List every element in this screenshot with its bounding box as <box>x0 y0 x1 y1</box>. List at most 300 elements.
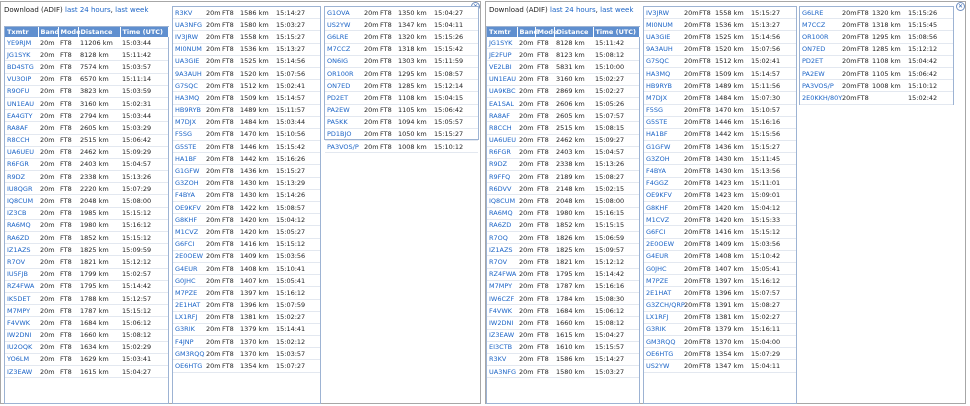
callsign-cell[interactable]: IW6CZF <box>487 292 517 304</box>
callsign-cell[interactable]: RA6ZD <box>5 232 38 244</box>
mode-cell: FT8 <box>58 219 78 231</box>
callsign-cell[interactable]: G3RIK <box>644 323 682 335</box>
callsign-cell[interactable]: IV3JRW <box>644 7 682 19</box>
distance-cell: 1295 km <box>396 67 432 79</box>
col-header-distance[interactable]: Distance <box>78 27 120 37</box>
time-cell: 15:11:56 <box>749 80 796 92</box>
mode-cell: FT8 <box>535 110 554 122</box>
time-cell: 15:03:56 <box>274 250 320 262</box>
time-cell: 15:08:27 <box>593 171 639 183</box>
callsign-cell[interactable]: R7OV <box>487 256 517 268</box>
distance-cell: 1509 km <box>238 92 274 104</box>
callsign-cell[interactable]: G6FCI <box>644 226 682 238</box>
callsign-cell[interactable]: HB9RYB <box>173 104 204 116</box>
callsign-cell[interactable]: F5SG <box>173 128 204 140</box>
callsign-cell[interactable]: IZ1AZS <box>5 244 38 256</box>
mode-cell: FT8 <box>697 153 713 165</box>
callsign-cell[interactable]: R8CCH <box>5 134 38 146</box>
callsign-cell[interactable]: M7CCZ <box>325 43 362 55</box>
mode-cell: FT8 <box>697 80 713 92</box>
callsign-cell[interactable]: HA1BF <box>644 128 682 140</box>
time-cell: 15:03:27 <box>593 366 639 378</box>
callsign-cell[interactable]: RA8AF <box>5 122 38 134</box>
time-cell: 15:09:57 <box>593 244 639 256</box>
mode-cell: FT8 <box>220 141 238 153</box>
mode-cell: FT8 <box>58 292 78 304</box>
callsign-cell[interactable]: JG1SYK <box>487 37 517 49</box>
callsign-cell[interactable]: UA3GIE <box>644 31 682 43</box>
callsign-cell[interactable]: R6FGR <box>487 146 517 158</box>
mode-cell: FT8 <box>535 134 554 146</box>
callsign-cell[interactable]: G4EUR <box>644 250 682 262</box>
time-cell: 15:14:57 <box>274 92 320 104</box>
callsign-cell[interactable]: M7CCZ <box>800 19 840 31</box>
time-cell: 15:14:27 <box>274 7 320 19</box>
mode-cell: FT8 <box>58 110 78 122</box>
callsign-cell[interactable]: LX1RFJ <box>644 311 682 323</box>
mode-cell: FT8 <box>58 158 78 170</box>
mode-cell: FT8 <box>378 43 396 55</box>
callsign-cell[interactable]: YE9RJM <box>5 37 38 49</box>
distance-cell: 1821 km <box>78 256 120 268</box>
table-row <box>487 158 639 170</box>
time-cell: 15:11:57 <box>274 104 320 116</box>
mode-cell: FT8 <box>697 336 713 348</box>
time-cell: 15:14:56 <box>749 31 796 43</box>
distance-cell: 1370 km <box>238 348 274 360</box>
callsign-cell[interactable]: PA2EW <box>325 104 362 116</box>
band-cell: 20m <box>517 256 535 268</box>
callsign-cell[interactable]: 2E0OEW <box>173 250 204 262</box>
callsign-cell[interactable]: G3ZCH/QRP <box>644 299 682 311</box>
mode-cell: FT8 <box>535 37 554 49</box>
callsign-cell[interactable]: RA8AF <box>487 110 517 122</box>
mode-cell: FT8 <box>697 92 713 104</box>
distance-cell: 2403 km <box>554 146 593 158</box>
table-row <box>5 207 168 219</box>
callsign-cell[interactable]: G4EUR <box>173 262 204 274</box>
distance-cell: 1108 km <box>396 92 432 104</box>
col-header-time[interactable]: Time (UTC) <box>120 27 168 37</box>
table-row <box>644 19 796 31</box>
mode-cell: FT8 <box>697 116 713 128</box>
callsign-cell[interactable]: IW2DNI <box>487 317 517 329</box>
mode-cell: FT8 <box>220 19 238 31</box>
mode-cell: FT8 <box>58 366 78 378</box>
table-row <box>325 116 478 128</box>
callsign-cell[interactable]: G8KHF <box>644 202 682 214</box>
callsign-cell[interactable]: UA9KBC <box>487 85 517 97</box>
col-header-band[interactable]: Band <box>517 27 535 37</box>
callsign-cell[interactable]: IZ1AZS <box>487 244 517 256</box>
callsign-cell[interactable]: G6LRE <box>800 7 840 19</box>
table-row <box>325 80 478 92</box>
callsign-cell[interactable]: RA6MQ <box>487 207 517 219</box>
callsign-cell[interactable]: 2E0KKH/80Y <box>800 92 840 104</box>
callsign-cell[interactable]: 9A3AUH <box>644 43 682 55</box>
callsign-cell[interactable]: R9FFQ <box>487 171 517 183</box>
callsign-cell[interactable]: M7DJX <box>644 92 682 104</box>
callsign-cell[interactable]: UN1EAU <box>5 97 38 109</box>
callsign-cell[interactable]: JG1SYK <box>5 49 38 61</box>
callsign-cell[interactable]: PA3VOS/P <box>325 141 362 153</box>
band-cell: 20m <box>204 55 220 67</box>
distance-cell: 1826 km <box>554 232 593 244</box>
band-cell: 20m <box>204 128 220 140</box>
mode-cell: FT8 <box>535 329 554 341</box>
callsign-cell[interactable]: YO6LM <box>5 353 38 365</box>
distance-cell: 8128 km <box>554 37 593 49</box>
callsign-cell[interactable]: ON7ED <box>325 80 362 92</box>
table-row <box>644 67 796 79</box>
callsign-cell[interactable]: G0JHC <box>173 275 204 287</box>
callsign-cell[interactable]: JE2FUP <box>487 49 517 61</box>
callsign-cell[interactable]: PD2ET <box>325 92 362 104</box>
mode-cell: FT8 <box>58 256 78 268</box>
distance-cell: 1108 km <box>870 55 906 67</box>
callsign-cell[interactable]: OE9KFV <box>173 202 204 214</box>
last-24-hours-link[interactable]: last 24 hours <box>550 6 596 14</box>
callsign-cell[interactable]: PD1BJO <box>325 128 362 140</box>
mode-cell: FT8 <box>220 189 238 201</box>
callsign-cell[interactable]: EA4GTY <box>5 110 38 122</box>
callsign-cell[interactable]: G5STE <box>173 141 204 153</box>
callsign-cell[interactable]: UA6UEU <box>487 134 517 146</box>
mode-cell: FT8 <box>535 280 554 292</box>
distance-cell: 1370 km <box>238 336 274 348</box>
callsign-cell[interactable]: F4GGZ <box>644 177 682 189</box>
callsign-cell[interactable]: R7OQ <box>487 232 517 244</box>
distance-cell: 1489 km <box>238 104 274 116</box>
callsign-cell[interactable]: R6DVV <box>487 183 517 195</box>
callsign-cell[interactable]: VU3OIP <box>5 73 38 85</box>
table-row <box>5 146 168 158</box>
time-cell: 15:08:12 <box>120 329 168 341</box>
table-row <box>173 214 320 226</box>
callsign-cell[interactable]: F5SG <box>644 104 682 116</box>
mode-cell: FT8 <box>697 287 713 299</box>
band-cell: 20m <box>362 116 378 128</box>
callsign-cell[interactable]: UA3NFG <box>487 366 517 378</box>
distance-cell: 1094 km <box>396 116 432 128</box>
callsign-cell[interactable]: OE6HTG <box>173 360 204 372</box>
close-icon[interactable]: ✕ <box>957 3 964 10</box>
distance-cell: 1420 km <box>238 226 274 238</box>
callsign-cell[interactable]: M7DJX <box>173 116 204 128</box>
callsign-cell[interactable]: IQ8CUM <box>5 195 38 207</box>
callsign-cell[interactable]: HA1BF <box>173 153 204 165</box>
callsign-cell[interactable]: MI0NUM <box>644 19 682 31</box>
mode-cell: FT8 <box>378 128 396 140</box>
callsign-cell[interactable]: 9A3AUH <box>173 67 204 79</box>
callsign-cell[interactable]: G6LRE <box>325 31 362 43</box>
callsign-cell[interactable]: US2YW <box>644 360 682 372</box>
callsign-cell[interactable]: RA6ZD <box>487 219 517 231</box>
callsign-cell[interactable]: HB9RYB <box>644 80 682 92</box>
callsign-cell[interactable]: M1CVZ <box>644 214 682 226</box>
col-header-txmtr[interactable]: Txmtr <box>487 27 517 37</box>
time-cell: 15:15:56 <box>749 128 796 140</box>
table-row <box>644 336 796 348</box>
time-cell: 15:04:00 <box>749 336 796 348</box>
callsign-cell[interactable]: PA5KK <box>325 116 362 128</box>
callsign-cell[interactable]: ON7ED <box>800 43 840 55</box>
table-row <box>644 299 796 311</box>
callsign-cell[interactable]: US2YW <box>325 19 362 31</box>
col-header-time[interactable]: Time (UTC) <box>593 27 639 37</box>
time-cell: 15:12:12 <box>906 43 953 55</box>
band-cell: 20m <box>204 238 220 250</box>
mode-cell: FT8 <box>535 85 554 97</box>
callsign-cell[interactable]: OE6HTG <box>644 348 682 360</box>
band-cell: 20m <box>362 92 378 104</box>
band-cell: 20m <box>517 341 535 353</box>
table-row <box>800 67 953 79</box>
mode-cell: FT8 <box>220 153 238 165</box>
mode-cell: FT8 <box>220 360 238 372</box>
callsign-cell[interactable]: PA3VOS/P <box>800 80 840 92</box>
mode-cell: FT8 <box>855 7 870 19</box>
callsign-cell[interactable]: R9DZ <box>5 171 38 183</box>
callsign-cell[interactable]: 2E0OEW <box>644 238 682 250</box>
mode-cell: FT8 <box>58 171 78 183</box>
callsign-cell[interactable]: G3ZOH <box>644 153 682 165</box>
time-cell: 15:12:14 <box>432 80 478 92</box>
callsign-cell[interactable]: G7SQC <box>644 55 682 67</box>
time-cell: 15:14:57 <box>749 67 796 79</box>
callsign-cell[interactable]: G5STE <box>644 116 682 128</box>
distance-cell: 1520 km <box>238 67 274 79</box>
table-row <box>173 360 320 372</box>
callsign-cell[interactable]: G1GFW <box>644 141 682 153</box>
callsign-cell[interactable]: LX1RFJ <box>173 311 204 323</box>
time-cell: 15:07:57 <box>593 110 639 122</box>
time-cell: 15:08:00 <box>120 195 168 207</box>
time-cell: 15:07:56 <box>749 43 796 55</box>
callsign-cell[interactable]: R3KV <box>487 353 517 365</box>
time-cell: 15:11:45 <box>749 153 796 165</box>
callsign-cell[interactable]: M7PZE <box>644 275 682 287</box>
mode-cell: FT8 <box>535 97 554 109</box>
table-row <box>487 207 639 219</box>
col-header-mode[interactable]: Mode <box>535 27 554 37</box>
table-row <box>173 19 320 31</box>
callsign-cell[interactable]: UN1EAU <box>487 73 517 85</box>
callsign-cell[interactable]: GM3RQQ <box>644 336 682 348</box>
callsign-cell[interactable]: HA3MQ <box>173 92 204 104</box>
callsign-cell[interactable]: F4VWK <box>487 305 517 317</box>
callsign-cell[interactable]: IU2OQK <box>5 341 38 353</box>
callsign-cell[interactable]: MI0NUM <box>173 43 204 55</box>
mode-cell: FT8 <box>58 207 78 219</box>
callsign-cell[interactable]: G3ZOH <box>173 177 204 189</box>
band-cell: 20m <box>362 7 378 19</box>
band-cell: 20m <box>517 219 535 231</box>
spots-table <box>173 7 320 373</box>
distance-cell: 1397 km <box>713 275 749 287</box>
time-cell: 15:15:27 <box>432 128 478 140</box>
distance-cell: 2403 km <box>78 158 120 170</box>
time-cell: 15:16:16 <box>749 116 796 128</box>
callsign-cell[interactable]: IZ3EAW <box>487 329 517 341</box>
band-cell: 20m <box>840 67 855 79</box>
col-header-distance[interactable]: Distance <box>554 27 593 37</box>
table-row <box>173 116 320 128</box>
mode-cell: FT8 <box>697 165 713 177</box>
callsign-cell[interactable]: RZ4FWA <box>5 280 38 292</box>
distance-cell: 1381 km <box>238 311 274 323</box>
spots-table <box>800 7 953 105</box>
band-cell: 20m <box>204 43 220 55</box>
mode-cell: FT8 <box>58 280 78 292</box>
band-cell: 20m <box>517 195 535 207</box>
table-row <box>487 305 639 317</box>
distance-cell: 2338 km <box>78 171 120 183</box>
distance-cell: 2605 km <box>78 122 120 134</box>
distance-cell: 1105 km <box>870 67 906 79</box>
distance-cell: 2462 km <box>78 146 120 158</box>
table-row <box>487 171 639 183</box>
mode-cell: FT8 <box>697 275 713 287</box>
callsign-cell[interactable]: M7MPY <box>5 305 38 317</box>
callsign-cell[interactable]: M7PZE <box>173 287 204 299</box>
distance-cell: 1381 km <box>713 311 749 323</box>
distance-cell: 1799 km <box>78 268 120 280</box>
callsign-cell[interactable]: G6FCI <box>173 238 204 250</box>
col-header-txmtr[interactable]: Txmtr <box>5 27 38 37</box>
table-row <box>173 323 320 335</box>
table-row <box>644 116 796 128</box>
band-cell: 20m <box>38 85 58 97</box>
callsign-cell[interactable]: R8CCH <box>487 122 517 134</box>
band-cell: 20m <box>204 202 220 214</box>
band-cell: 20m <box>517 207 535 219</box>
last-24-hours-link[interactable]: last 24 hours <box>65 6 111 14</box>
callsign-cell[interactable]: G3RIK <box>173 323 204 335</box>
callsign-cell[interactable]: RZ4FWA <box>487 268 517 280</box>
band-cell: 20m <box>204 165 220 177</box>
mode-cell: FT8 <box>697 177 713 189</box>
time-cell: 15:02:29 <box>120 341 168 353</box>
table-row <box>173 165 320 177</box>
last-week-link[interactable]: last week <box>115 6 149 14</box>
callsign-cell[interactable]: HA3MQ <box>644 67 682 79</box>
table-row <box>173 128 320 140</box>
callsign-cell[interactable]: ON6IG <box>325 55 362 67</box>
distance-cell: 1430 km <box>238 189 274 201</box>
callsign-cell[interactable]: 2E1HAT <box>644 287 682 299</box>
band-cell: 20m <box>38 353 58 365</box>
callsign-cell[interactable]: R3KV <box>173 7 204 19</box>
time-cell: 15:08:15 <box>593 122 639 134</box>
callsign-cell[interactable]: RA6MQ <box>5 219 38 231</box>
band-cell: 20m <box>38 183 58 195</box>
distance-cell: 2462 km <box>554 134 593 146</box>
callsign-cell[interactable]: EI3CTB <box>487 341 517 353</box>
callsign-cell[interactable]: M7MPY <box>487 280 517 292</box>
table-row <box>173 348 320 360</box>
band-cell: 20m <box>682 92 697 104</box>
callsign-cell[interactable]: R6FGR <box>5 158 38 170</box>
callsign-cell[interactable]: G1GFW <box>173 165 204 177</box>
callsign-cell[interactable]: IU5FJB <box>5 268 38 280</box>
band-cell: 20m <box>38 122 58 134</box>
table-row <box>5 85 168 97</box>
band-cell: 20m <box>682 128 697 140</box>
time-cell: 15:15:27 <box>274 165 320 177</box>
callsign-cell[interactable]: F4BYA <box>173 189 204 201</box>
distance-cell: 1825 km <box>554 244 593 256</box>
callsign-cell[interactable]: 2E1HAT <box>173 299 204 311</box>
time-cell: 15:04:11 <box>749 360 796 372</box>
callsign-cell[interactable]: G8KHF <box>173 214 204 226</box>
callsign-cell[interactable]: G7SQC <box>173 80 204 92</box>
callsign-cell[interactable]: PA2EW <box>800 67 840 79</box>
callsign-cell[interactable]: PD2ET <box>800 55 840 67</box>
distance-cell: 1407 km <box>713 262 749 274</box>
callsign-cell[interactable]: GM3RQQ <box>173 348 204 360</box>
callsign-cell[interactable]: UA3GIE <box>173 55 204 67</box>
col-header-band[interactable]: Band <box>38 27 58 37</box>
callsign-cell[interactable]: IV3JRW <box>173 31 204 43</box>
callsign-cell[interactable]: UA3NFG <box>173 19 204 31</box>
callsign-cell[interactable]: IQ8CUM <box>487 195 517 207</box>
col-header-mode[interactable]: Mode <box>58 27 78 37</box>
table-row <box>487 195 639 207</box>
band-cell: 20m <box>204 141 220 153</box>
distance-cell: 1350 km <box>396 7 432 19</box>
band-cell: 20m <box>204 336 220 348</box>
callsign-cell[interactable]: OR100R <box>800 31 840 43</box>
callsign-cell[interactable]: F4JNP <box>173 336 204 348</box>
callsign-cell[interactable]: F4BYA <box>644 165 682 177</box>
mode-cell: FT8 <box>58 268 78 280</box>
table-row <box>800 55 953 67</box>
callsign-cell[interactable]: IZ3EAW <box>5 366 38 378</box>
table-row <box>5 219 168 231</box>
callsign-cell[interactable]: R7OV <box>5 256 38 268</box>
time-cell: 15:09:59 <box>120 244 168 256</box>
callsign-cell[interactable]: R9DZ <box>487 158 517 170</box>
callsign-cell[interactable]: OE9KFV <box>644 189 682 201</box>
callsign-cell[interactable]: G0JHC <box>644 262 682 274</box>
time-cell: 15:02:12 <box>274 336 320 348</box>
callsign-cell[interactable]: G1OVA <box>325 7 362 19</box>
callsign-cell[interactable]: EA1SAL <box>487 97 517 109</box>
time-cell: 15:10:12 <box>906 80 953 92</box>
time-cell: 15:09:27 <box>593 134 639 146</box>
time-cell: 15:08:57 <box>274 202 320 214</box>
callsign-cell[interactable]: IW2DNI <box>5 329 38 341</box>
callsign-cell[interactable]: M1CVZ <box>173 226 204 238</box>
callsign-cell[interactable]: R9OFU <box>5 85 38 97</box>
callsign-cell[interactable]: VE2LBI <box>487 61 517 73</box>
distance-cell: 1303 km <box>396 55 432 67</box>
callsign-cell[interactable]: BD4STG <box>5 61 38 73</box>
callsign-cell[interactable]: IU8QGR <box>5 183 38 195</box>
callsign-cell[interactable]: IZ3CB <box>5 207 38 219</box>
callsign-cell[interactable]: F4VWK <box>5 317 38 329</box>
callsign-cell[interactable]: OR100R <box>325 67 362 79</box>
callsign-cell[interactable]: UA6UEU <box>5 146 38 158</box>
distance-cell: 2148 km <box>554 183 593 195</box>
distance-cell: 1558 km <box>713 7 749 19</box>
last-week-link[interactable]: last week <box>600 6 634 14</box>
band-cell: 20m <box>362 43 378 55</box>
time-cell: 15:03:57 <box>120 61 168 73</box>
callsign-cell[interactable]: IK5DET <box>5 292 38 304</box>
distance-cell: 1852 km <box>78 232 120 244</box>
